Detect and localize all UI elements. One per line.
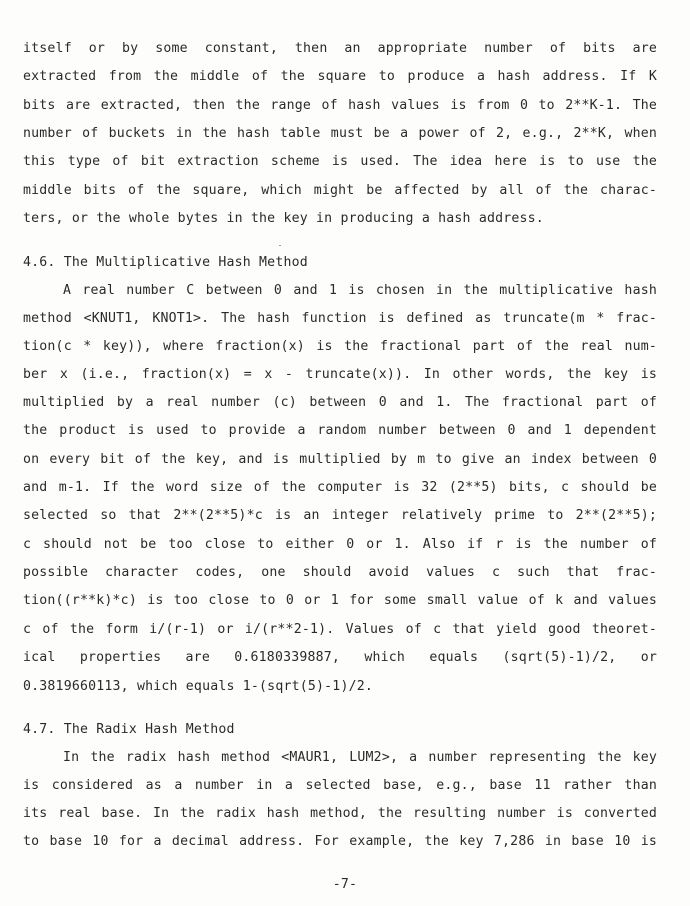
paragraph-line: extracted from the middle of the square to produce a hash address. If K — [23, 69, 657, 84]
section-heading-4-6: 4.6. The Multiplicative Hash Method — [23, 255, 308, 270]
paragraph-line: on every bit of the key, and is multiplied by m to give an index between 0 — [23, 452, 657, 467]
paragraph-line: 0.3819660113, which equals 1-(sqrt(5)-1)/2. — [23, 679, 374, 694]
paragraph-line: number of buckets in the hash table must be a power of 2, e.g., 2**K, when — [23, 126, 657, 141]
paragraph-line: tion((r**k)*c) is too close to 0 or 1 for some small value of k and values — [23, 593, 657, 608]
paragraph-line: ber x (i.e., fraction(x) = x - truncate(x)). In other words, the key is — [23, 367, 657, 382]
paragraph-line: to base 10 for a decimal address. For example, the key 7,286 in base 10 is — [23, 834, 657, 849]
section-heading-4-7: 4.7. The Radix Hash Method — [23, 722, 235, 737]
paragraph-line: multiplied by a real number (c) between 0 and 1. The fractional part of — [23, 395, 657, 410]
paragraph-line: and m-1. If the word size of the computer is 32 (2**5) bits, c should be — [23, 480, 657, 495]
paragraph-line: method <KNUT1, KNOT1>. The hash function is defined as truncate(m * frac- — [23, 311, 657, 326]
paragraph-line: the product is used to provide a random number between 0 and 1 dependent — [23, 423, 657, 438]
paragraph-line: middle bits of the square, which might be affected by all of the charac- — [23, 183, 657, 198]
paragraph-line: itself or by some constant, then an appropriate number of bits are — [23, 41, 657, 56]
paragraph-line: is considered as a number in a selected base, e.g., base 11 rather than — [23, 778, 657, 793]
paragraph-line: its real base. In the radix hash method, the resulting number is converted — [23, 806, 657, 821]
paragraph-line: A real number C between 0 and 1 is chosen in the multiplicative hash — [63, 283, 657, 298]
paragraph-line: this type of bit extraction scheme is used. The idea here is to use the — [23, 154, 657, 169]
paragraph-line: ical properties are 0.6180339887, which equals (sqrt(5)-1)/2, or — [23, 650, 657, 665]
paragraph-line: ters, or the whole bytes in the key in producing a hash address. — [23, 211, 544, 226]
paragraph-line: selected so that 2**(2**5)*c is an integer relatively prime to 2**(2**5); — [23, 508, 657, 523]
paragraph-line: bits are extracted, then the range of hash values is from 0 to 2**K-1. The — [23, 98, 657, 113]
paragraph-line: c should not be too close to either 0 or 1. Also if r is the number of — [23, 537, 657, 552]
scan-speck — [279, 245, 281, 246]
paragraph-line: c of the form i/(r-1) or i/(r**2-1). Values of c that yield good theoret- — [23, 622, 657, 637]
page-number: -7- — [332, 877, 358, 892]
paragraph-line: tion(c * key)), where fraction(x) is the fractional part of the real num- — [23, 339, 657, 354]
paragraph-line: possible character codes, one should avoid values c such that frac- — [23, 565, 657, 580]
paragraph-line: In the radix hash method <MAUR1, LUM2>, a number representing the key — [63, 750, 657, 765]
